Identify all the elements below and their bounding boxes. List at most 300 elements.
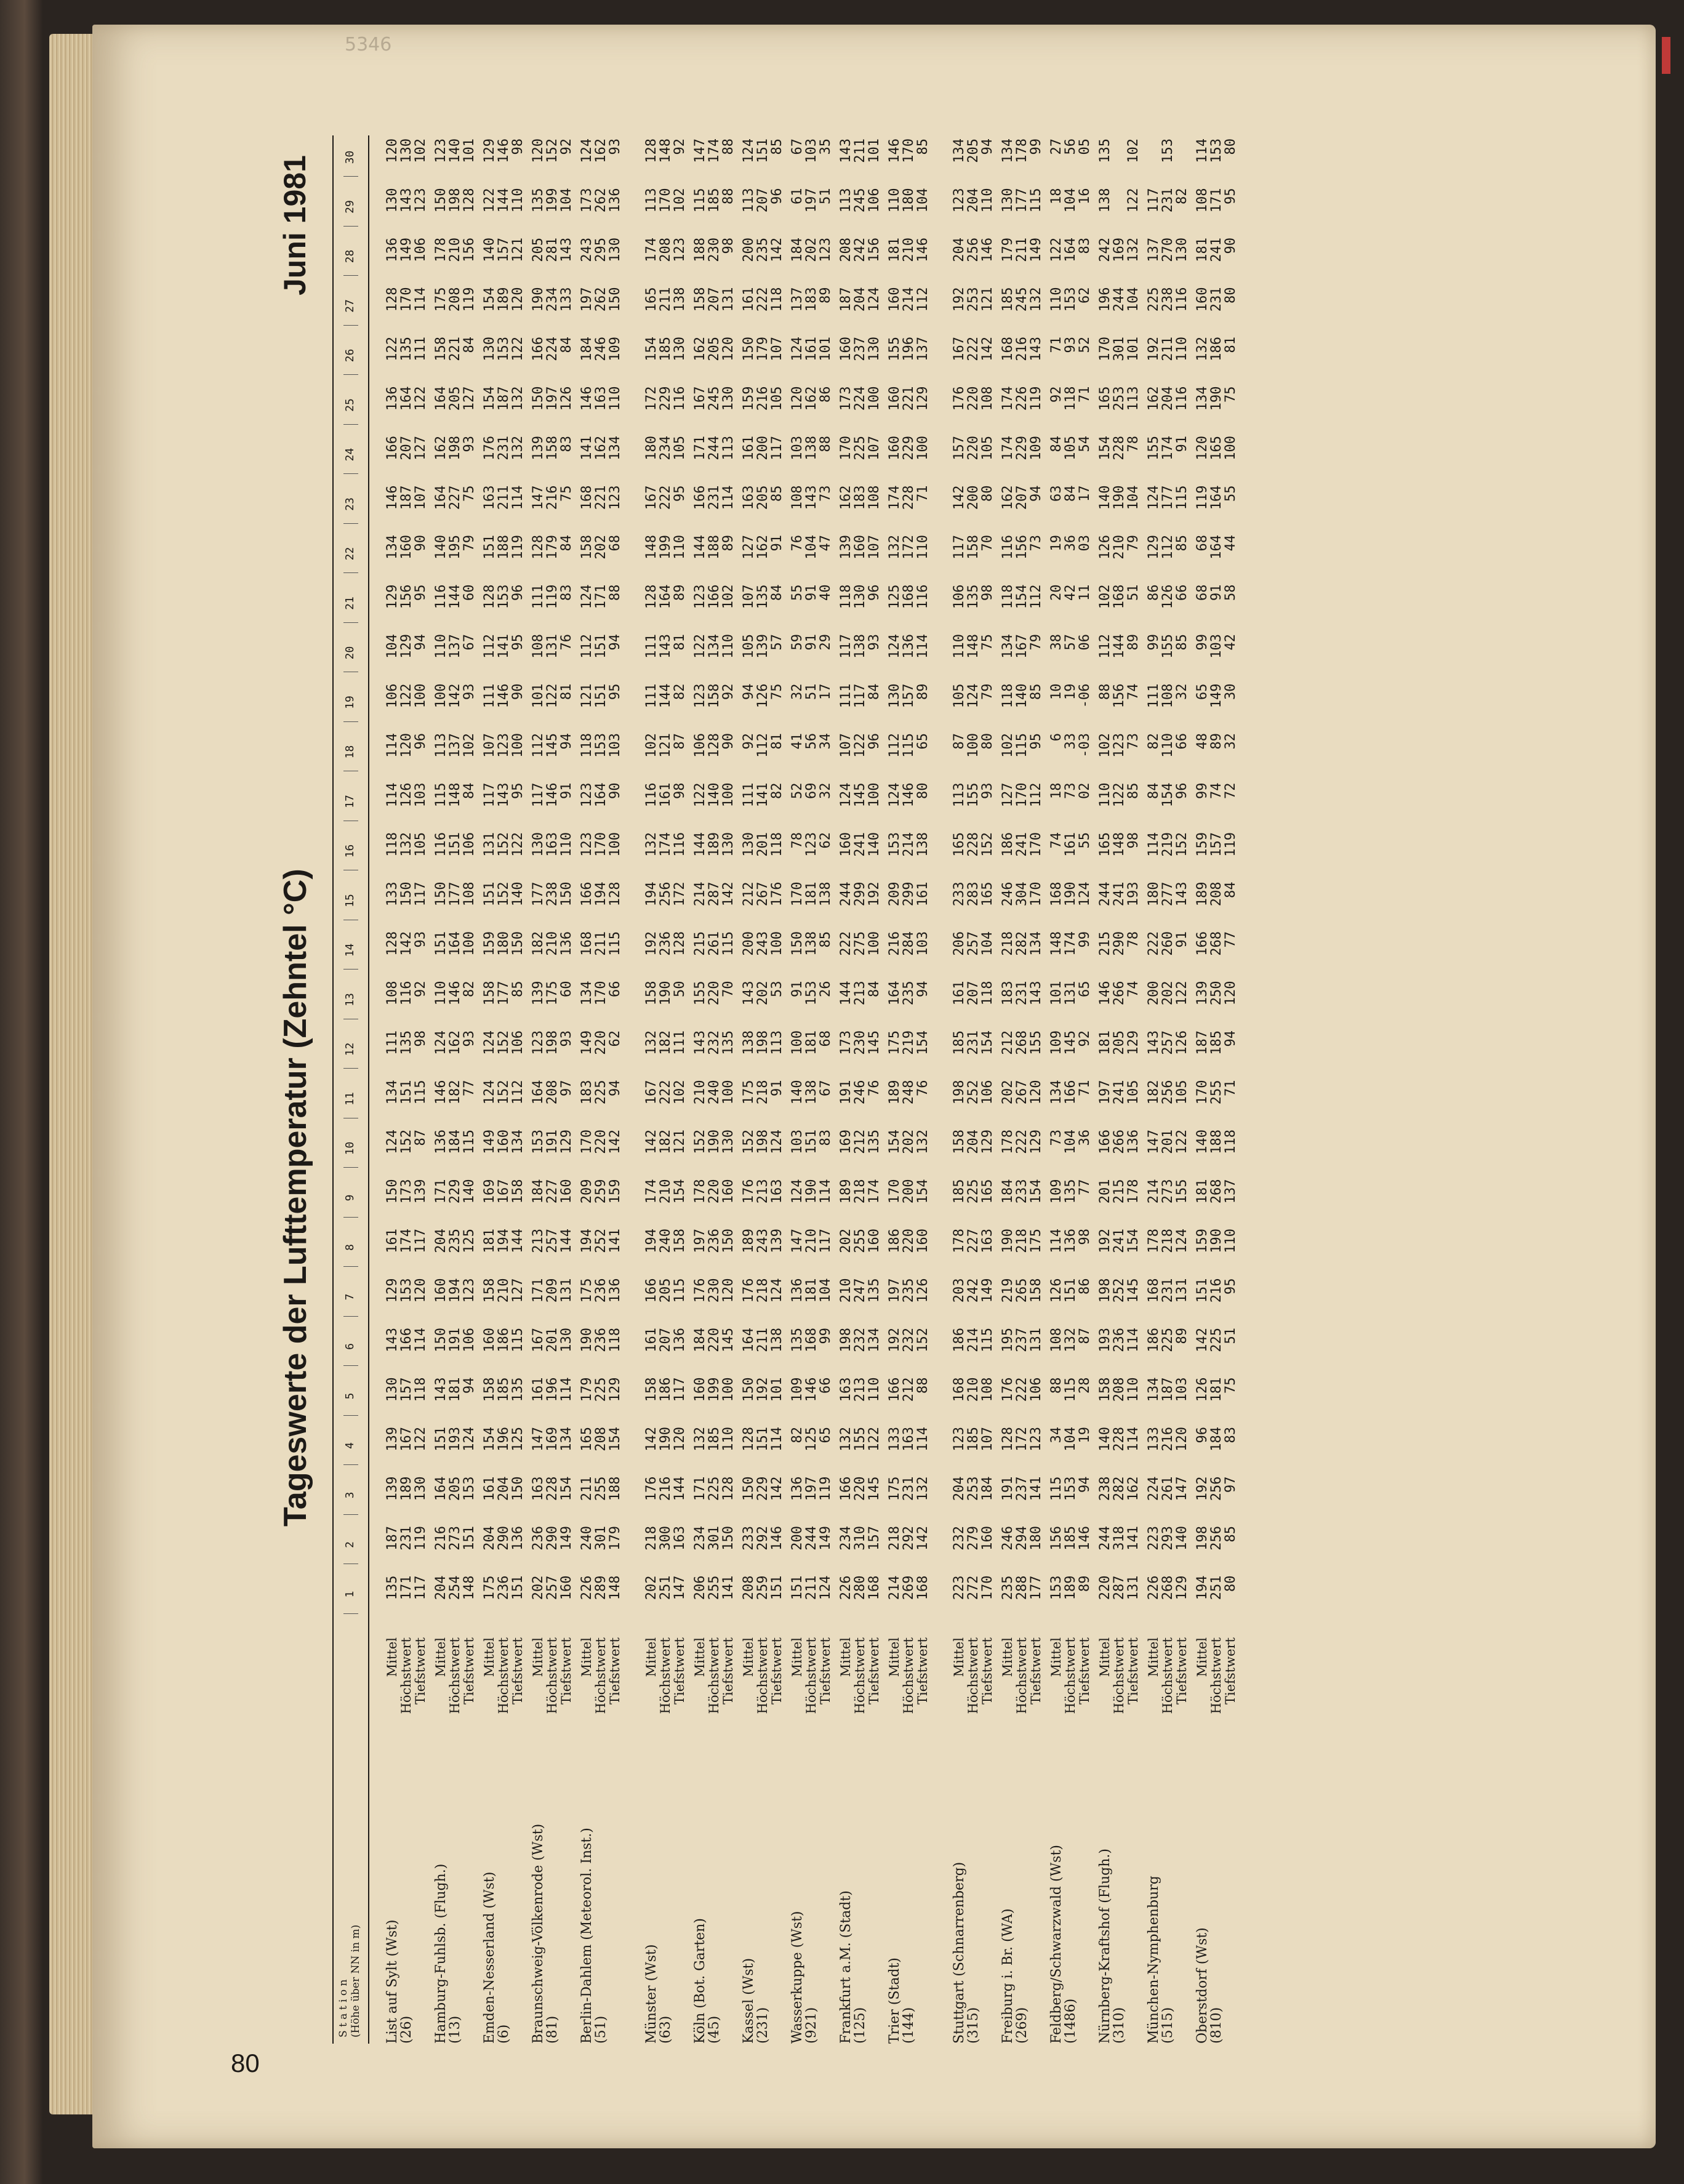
- table-row: [1147, 135, 1161, 2044]
- row-values: [1078, 139, 1092, 1625]
- table-cell: 56: [804, 733, 819, 750]
- table-cell: 83: [818, 1130, 833, 1146]
- table-cell: 89: [1126, 634, 1141, 651]
- table-cell: 155: [1028, 1030, 1044, 1055]
- table-cell: 95: [510, 782, 526, 799]
- table-cell: 146: [1097, 981, 1113, 1006]
- table-cell: 130: [867, 337, 882, 361]
- table-cell: 257: [966, 931, 981, 956]
- row-values: [980, 139, 995, 1625]
- table-cell: 114: [915, 634, 931, 659]
- table-cell: 179: [755, 337, 771, 361]
- table-cell: 82: [672, 683, 688, 700]
- table-cell: 289: [593, 1575, 609, 1600]
- table-cell: 147: [531, 1427, 546, 1451]
- table-cell: 135: [399, 1030, 414, 1055]
- table-cell: 195: [1000, 1328, 1016, 1352]
- row-type: Tiefstwert: [721, 1637, 736, 1705]
- table-cell: 158: [510, 1179, 526, 1204]
- table-cell: 200: [1146, 981, 1161, 1006]
- table-cell: 102: [462, 733, 477, 758]
- table-cell: 83: [1223, 1427, 1238, 1443]
- table-cell: 143: [1028, 337, 1044, 361]
- table-cell: 75: [980, 634, 995, 651]
- table-cell: 210: [658, 1179, 673, 1204]
- table-cell: 129: [559, 1130, 574, 1154]
- table-cell: 169: [482, 1179, 497, 1204]
- table-cell: 99: [1195, 782, 1210, 799]
- table-cell: 124: [433, 1030, 449, 1055]
- table-cell: 151: [447, 832, 463, 857]
- table-cell: 141: [579, 436, 595, 460]
- table-cell: 170: [887, 1179, 902, 1204]
- station-name: Münster (Wst): [644, 1944, 659, 2044]
- table-cell: 151: [482, 881, 497, 907]
- table-cell: 146: [433, 1080, 449, 1105]
- table-cell: 202: [838, 1229, 854, 1253]
- table-cell: 55: [790, 584, 805, 601]
- table-cell: 101: [769, 1377, 785, 1402]
- table-cell: 93: [559, 1030, 574, 1047]
- table-cell: 228: [1112, 436, 1127, 460]
- table-cell: 126: [399, 782, 414, 808]
- table-cell: 216: [1014, 337, 1030, 361]
- table-cell: 151: [482, 535, 497, 560]
- row-type: Tiefstwert: [915, 1637, 930, 1705]
- table-cell: 99: [1146, 634, 1161, 651]
- table-cell: 158: [672, 1229, 688, 1253]
- table-cell: 228: [545, 1476, 560, 1501]
- table-cell: 211: [1014, 238, 1030, 262]
- table-cell: 211: [755, 1328, 771, 1352]
- table-cell: 166: [838, 1476, 854, 1501]
- table-cell: 146: [579, 386, 595, 411]
- table-cell: 73: [1063, 782, 1078, 799]
- table-cell: 151: [510, 1575, 526, 1600]
- table-cell: 242: [966, 1278, 981, 1303]
- table-cell: 130: [559, 1328, 574, 1352]
- table-cell: 91: [790, 981, 805, 997]
- table-cell: 122: [1126, 188, 1141, 213]
- table-cell: 241: [1112, 1080, 1127, 1105]
- table-cell: 229: [658, 386, 673, 411]
- table-cell: 91: [1174, 931, 1190, 948]
- table-cell: 193: [447, 1427, 463, 1451]
- table-cell: 240: [658, 1229, 673, 1253]
- table-cell: 223: [952, 1575, 967, 1600]
- table-cell: 110: [510, 188, 526, 213]
- table-cell: 153: [496, 584, 511, 609]
- table-cell: 174: [1063, 931, 1078, 956]
- table-cell: 136: [672, 1328, 688, 1352]
- table-cell: 142: [769, 1476, 785, 1501]
- table-cell: 114: [1126, 1328, 1141, 1352]
- table-cell: 181: [447, 1377, 463, 1402]
- table-cell: 204: [433, 1229, 449, 1253]
- table-cell: 210: [838, 1278, 854, 1303]
- table-cell: 150: [399, 881, 414, 907]
- table-cell: 181: [804, 1278, 819, 1303]
- table-cell: 150: [510, 1476, 526, 1501]
- table-cell: 244: [1097, 881, 1113, 907]
- table-cell: 254: [447, 1575, 463, 1600]
- rotated-content: [265, 123, 1471, 2068]
- table-cell: 137: [447, 634, 463, 659]
- table-cell: 98: [1077, 1229, 1093, 1245]
- table-cell: 213: [852, 981, 868, 1006]
- table-cell: 118: [1223, 1130, 1238, 1154]
- table-cell: 100: [966, 733, 981, 758]
- table-cell: 59: [790, 634, 805, 651]
- table-cell: 146: [887, 139, 902, 163]
- table-cell: 133: [887, 1427, 902, 1451]
- table-cell: 133: [559, 287, 574, 312]
- table-cell: 290: [1112, 931, 1127, 956]
- table-cell: 120: [1174, 1427, 1190, 1451]
- table-cell: 110: [1174, 337, 1190, 361]
- table-cell: 44: [1223, 535, 1238, 552]
- table-cell: 256: [1209, 1526, 1224, 1551]
- table-cell: 222: [1014, 1377, 1030, 1402]
- table-cell: 143: [1028, 981, 1044, 1006]
- table-cell: 189: [741, 1229, 756, 1253]
- table-cell: 163: [741, 485, 756, 510]
- day-header: 6: [343, 1328, 358, 1367]
- table-cell: 152: [496, 881, 511, 907]
- table-cell: 28: [1077, 1377, 1093, 1394]
- table-cell: 150: [531, 386, 546, 411]
- table-cell: 117: [413, 1229, 428, 1253]
- table-cell: 124: [1077, 881, 1093, 907]
- table-cell: 112: [531, 733, 546, 758]
- table-cell: 122: [413, 1427, 428, 1451]
- table-cell: 211: [593, 931, 609, 956]
- table-cell: 197: [579, 287, 595, 312]
- table-row: [756, 135, 770, 2044]
- table-cell: 70: [721, 981, 736, 997]
- row-type: Mittel: [1195, 1637, 1209, 1677]
- day-header: 22: [343, 535, 358, 574]
- table-cell: 132: [1063, 1328, 1078, 1352]
- table-cell: 107: [867, 436, 882, 460]
- table-cell: 03: [1077, 535, 1093, 552]
- table-cell: 282: [1112, 1476, 1127, 1501]
- table-header: [332, 135, 369, 2044]
- table-row: [693, 135, 707, 2044]
- table-cell: 142: [721, 881, 736, 907]
- table-cell: 87: [672, 733, 688, 750]
- table-cell: 204: [433, 1575, 449, 1600]
- row-type: Mittel: [433, 1637, 448, 1677]
- table-cell: 266: [1112, 981, 1127, 1006]
- table-cell: 114: [559, 1377, 574, 1402]
- table-cell: 137: [447, 733, 463, 758]
- table-cell: 139: [531, 436, 546, 460]
- station-name: Wasserkuppe (Wst): [790, 1911, 805, 2044]
- table-cell: 241: [1112, 1229, 1127, 1253]
- table-cell: 192: [1195, 1476, 1210, 1501]
- table-cell: 194: [644, 1229, 659, 1253]
- table-cell: 148: [966, 634, 981, 659]
- table-cell: 158: [1028, 1278, 1044, 1303]
- table-cell: 170: [579, 1130, 595, 1154]
- table-cell: 99: [818, 1328, 833, 1344]
- table-cell: 143: [1174, 881, 1190, 907]
- table-cell: 129: [607, 1377, 623, 1402]
- row-values: [1147, 188, 1161, 1626]
- table-cell: 130: [852, 584, 868, 609]
- table-cell: 211: [852, 139, 868, 163]
- table-cell: 228: [901, 485, 916, 510]
- table-cell: 207: [399, 436, 414, 460]
- table-cell: 212: [1000, 1030, 1016, 1055]
- table-cell: 103: [804, 139, 819, 163]
- row-type: Tiefstwert: [980, 1637, 995, 1705]
- row-values: [673, 139, 687, 1625]
- table-cell: 160: [887, 287, 902, 312]
- table-cell: 194: [1195, 1575, 1210, 1600]
- row-values: [790, 139, 804, 1625]
- table-cell: 149: [579, 1030, 595, 1055]
- table-cell: 92: [672, 139, 688, 155]
- table-cell: 166: [1063, 1080, 1078, 1105]
- row-values: [1126, 139, 1141, 1625]
- table-cell: 135: [721, 1030, 736, 1055]
- table-cell: 132: [887, 535, 902, 560]
- table-cell: 155: [1160, 634, 1176, 659]
- station-elevation: (81): [545, 2015, 560, 2044]
- table-cell: 94: [915, 981, 931, 997]
- table-cell: 246: [593, 337, 609, 361]
- table-cell: 198: [545, 1030, 560, 1055]
- table-cell: 122: [692, 634, 708, 659]
- table-cell: 231: [496, 436, 511, 460]
- table-cell: 98: [1126, 832, 1141, 849]
- row-type: Höchstwert: [1209, 1637, 1224, 1714]
- table-cell: 112: [915, 287, 931, 312]
- table-cell: 129: [980, 1130, 995, 1154]
- row-values: [608, 139, 622, 1625]
- table-cell: 190: [1063, 881, 1078, 907]
- table-cell: 138: [804, 436, 819, 460]
- station-elevation: (515): [1160, 2007, 1176, 2044]
- table-cell: 236: [496, 1575, 511, 1600]
- table-cell: 224: [545, 337, 560, 361]
- table-cell: 122: [692, 782, 708, 808]
- table-cell: 184: [447, 1130, 463, 1154]
- row-values: [1015, 139, 1029, 1625]
- table-cell: 132: [1195, 337, 1210, 361]
- station-elevation: (310): [1112, 2007, 1127, 2044]
- table-cell: 73: [1126, 733, 1141, 750]
- table-cell: 126: [1049, 1278, 1064, 1303]
- table-cell: 138: [852, 634, 868, 659]
- table-cell: 162: [692, 337, 708, 361]
- table-cell: 141: [607, 1229, 623, 1253]
- table-cell: 84: [462, 782, 477, 799]
- table-cell: 105: [980, 436, 995, 460]
- table-cell: 146: [496, 683, 511, 709]
- table-cell: 72: [1223, 782, 1238, 799]
- table-cell: 165: [1097, 832, 1113, 857]
- table-cell: 142: [607, 1130, 623, 1154]
- table-cell: 124: [887, 634, 902, 659]
- table-cell: 76: [867, 1080, 882, 1096]
- table-cell: 93: [607, 139, 623, 155]
- table-cell: 158: [433, 337, 449, 361]
- table-cell: 189: [707, 832, 722, 857]
- table-cell: 190: [1112, 485, 1127, 510]
- table-cell: 141: [755, 782, 771, 808]
- table-cell: 102: [1126, 139, 1141, 163]
- table-cell: 105: [413, 832, 428, 857]
- table-cell: 150: [741, 1377, 756, 1402]
- table-cell: 130: [607, 238, 623, 262]
- table-cell: 218: [1000, 931, 1016, 956]
- row-type: Höchstwert: [447, 1637, 462, 1714]
- table-cell: 233: [741, 1526, 756, 1551]
- pencil-mark: 5346: [345, 34, 392, 55]
- table-cell: 58: [1223, 584, 1238, 601]
- table-cell: 151: [433, 1427, 449, 1451]
- table-cell: 183: [579, 1080, 595, 1105]
- table-cell: 190: [1209, 386, 1224, 411]
- row-values: [1112, 238, 1126, 1625]
- table-cell: 282: [1014, 931, 1030, 956]
- table-row: [1224, 135, 1238, 2044]
- table-cell: 154: [644, 337, 659, 361]
- table-cell: 136: [607, 188, 623, 213]
- table-cell: 130: [531, 832, 546, 857]
- table-cell: 147: [531, 485, 546, 510]
- table-cell: 207: [755, 188, 771, 213]
- table-cell: 170: [980, 1575, 995, 1600]
- row-values: [916, 139, 930, 1625]
- table-cell: 11: [1077, 584, 1093, 601]
- table-cell: 248: [901, 1080, 916, 1105]
- table-cell: 197: [887, 1278, 902, 1303]
- table-row: [1175, 135, 1189, 2044]
- station-name: Emden-Nesserland (Wst): [482, 1871, 497, 2044]
- table-cell: 117: [838, 634, 854, 659]
- table-cell: 231: [399, 1526, 414, 1551]
- table-cell: 237: [1014, 1476, 1030, 1501]
- table-cell: 130: [413, 1476, 428, 1501]
- table-cell: 52: [1077, 337, 1093, 353]
- table-cell: 67: [818, 1080, 833, 1096]
- table-cell: 124: [385, 1130, 400, 1154]
- table-cell: 158: [482, 1377, 497, 1402]
- table-cell: 151: [755, 139, 771, 163]
- table-cell: 177: [1014, 188, 1030, 213]
- table-cell: 143: [399, 188, 414, 213]
- table-cell: 122: [482, 188, 497, 213]
- table-cell: 164: [1209, 485, 1224, 510]
- table-cell: 235: [1000, 1575, 1016, 1600]
- table-cell: 151: [462, 1526, 477, 1551]
- table-cell: 107: [741, 584, 756, 609]
- table-cell: 235: [901, 981, 916, 1006]
- table-cell: 93: [1063, 337, 1078, 353]
- table-cell: 95: [607, 683, 623, 700]
- table-cell: 198: [952, 1080, 967, 1105]
- table-cell: 101: [462, 139, 477, 163]
- table-cell: 166: [531, 337, 546, 361]
- table-cell: 65: [915, 733, 931, 750]
- table-cell: 114: [1049, 1229, 1064, 1253]
- table-cell: 136: [1063, 1229, 1078, 1253]
- table-cell: 113: [769, 1030, 785, 1055]
- table-cell: 115: [901, 733, 916, 758]
- table-cell: 119: [413, 1526, 428, 1551]
- row-values: [385, 139, 399, 1625]
- table-cell: 181: [804, 881, 819, 907]
- table-cell: 154: [1160, 782, 1176, 808]
- table-cell: 112: [482, 634, 497, 659]
- table-cell: 170: [593, 981, 609, 1006]
- table-cell: 96: [867, 733, 882, 750]
- row-values: [497, 139, 511, 1625]
- table-cell: 66: [1174, 584, 1190, 601]
- table-cell: 113: [721, 436, 736, 460]
- station-name: List auf Sylt (Wst): [385, 1919, 400, 2044]
- table-cell: 185: [496, 1377, 511, 1402]
- table-cell: 160: [1195, 287, 1210, 312]
- table-cell: 123: [692, 683, 708, 709]
- table-cell: 76: [790, 535, 805, 552]
- table-cell: 212: [852, 1130, 868, 1154]
- station-header: [337, 1925, 362, 2037]
- table-cell: 185: [966, 1427, 981, 1451]
- table-cell: 222: [1146, 931, 1161, 956]
- table-cell: 41: [790, 733, 805, 750]
- table-cell: 145: [867, 1476, 882, 1501]
- table-cell: 214: [692, 881, 708, 907]
- table-cell: 152: [496, 1080, 511, 1105]
- table-cell: 98: [510, 139, 526, 155]
- table-cell: 176: [644, 1476, 659, 1501]
- table-cell: 292: [901, 1526, 916, 1551]
- table-cell: 123: [607, 485, 623, 510]
- row-type: Höchstwert: [804, 1637, 819, 1714]
- table-cell: 16: [1077, 188, 1093, 204]
- table-cell: 186: [887, 1229, 902, 1253]
- table-cell: 124: [482, 1080, 497, 1105]
- table-cell: 68: [1195, 584, 1210, 601]
- table-cell: 120: [399, 733, 414, 758]
- table-cell: 179: [545, 535, 560, 560]
- table-cell: 136: [510, 1526, 526, 1551]
- table-cell: 115: [1014, 733, 1030, 758]
- table-cell: 181: [1195, 1179, 1210, 1204]
- table-cell: 290: [545, 1526, 560, 1551]
- table-cell: 183: [804, 287, 819, 312]
- day-header: 8: [343, 1229, 358, 1267]
- table-cell: 135: [755, 584, 771, 609]
- table-row: [867, 135, 881, 2044]
- table-cell: 216: [1209, 1278, 1224, 1303]
- row-type: Tiefstwert: [559, 1637, 574, 1705]
- table-cell: 170: [838, 436, 854, 460]
- table-cell: 176: [1000, 1377, 1016, 1402]
- table-cell: 160: [559, 1575, 574, 1600]
- table-cell: 178: [1126, 1179, 1141, 1204]
- table-cell: 148: [447, 782, 463, 808]
- table-cell: 186: [1146, 1328, 1161, 1352]
- table-cell: 82: [769, 782, 785, 799]
- table-cell: 132: [838, 1427, 854, 1451]
- table-cell: 161: [741, 287, 756, 312]
